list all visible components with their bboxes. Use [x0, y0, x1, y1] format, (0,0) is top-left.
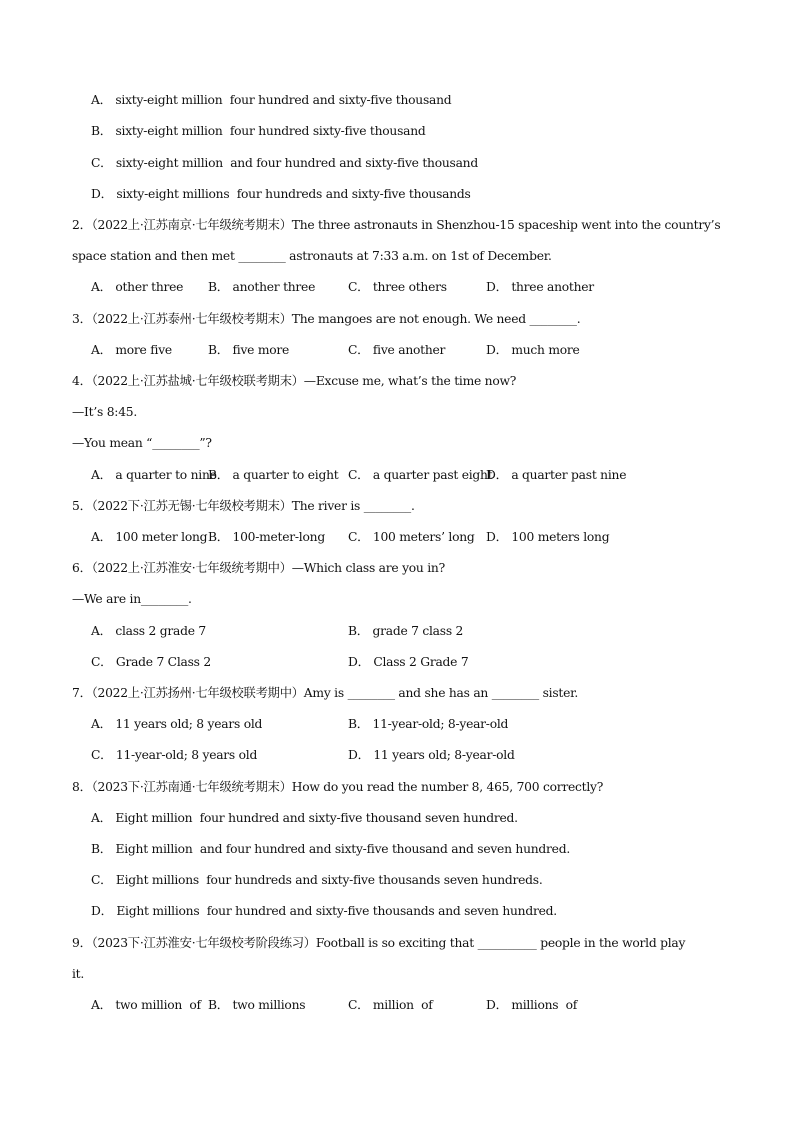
q3-option-b: B． five more — [208, 343, 290, 357]
q9-stem: 9．（2023下·江苏淮安·七年级校考阶段练习）Football is so exciting that __________ people in the world play — [72, 936, 686, 950]
q4-option-b: B． a quarter to eight — [208, 468, 339, 482]
q9-option-b: B． two millions — [208, 998, 306, 1012]
q7-option-b: B． 11-year-old; 8-year-old — [348, 717, 509, 731]
q2-option-a: A． other three — [91, 280, 184, 294]
q4-option-d: D． a quarter past nine — [486, 468, 627, 482]
q2-stem-continued: space station and then met ________ astronauts at 7:33 a.m. on 1st of December. — [72, 249, 552, 263]
q9-option-c: C． million of — [348, 998, 433, 1012]
q6-dialogue-line-2: —We are in________. — [72, 592, 192, 606]
q5-stem: 5．（2022下·江苏无锡·七年级校考期末）The river is ________. — [72, 499, 415, 513]
q4-stem: 4．（2022上·江苏盐城·七年级校联考期末）—Excuse me, what’s the time now? — [72, 374, 517, 388]
q6-option-d: D． Class 2 Grade 7 — [348, 655, 469, 669]
q6-option-a: A． class 2 grade 7 — [91, 624, 206, 638]
q2-option-d: D． three another — [486, 280, 594, 294]
q9-stem-continued: it. — [72, 967, 85, 981]
q9-option-a: A． two million of — [91, 998, 201, 1012]
q2-stem: 2．（2022上·江苏南京·七年级统考期末）The three astronauts in Shenzhou-15 spaceship went into the country’s — [72, 218, 721, 232]
q8-option-c: C． Eight millions four hundreds and sixty-five thousands seven hundreds. — [91, 873, 543, 887]
q4-option-c: C． a quarter past eight — [348, 468, 493, 482]
q7-stem: 7．（2022上·江苏扬州·七年级校联考期中）Amy is ________ and she has an ________ sister. — [72, 686, 579, 700]
q1-option-a: A． sixty-eight million four hundred and sixty-five thousand — [91, 93, 452, 107]
q8-option-b: B． Eight million and four hundred and sixty-five thousand and seven hundred. — [91, 842, 570, 856]
q8-option-a: A． Eight million four hundred and sixty-five thousand seven hundred. — [91, 811, 518, 825]
q5-option-b: B． 100-meter-long — [208, 530, 325, 544]
q2-option-b: B． another three — [208, 280, 316, 294]
q4-option-a: A． a quarter to nine — [91, 468, 217, 482]
q4-dialogue-line-2: —It’s 8:45. — [72, 405, 137, 419]
q3-option-a: A． more five — [91, 343, 172, 357]
q7-option-d: D． 11 years old; 8-year-old — [348, 748, 515, 762]
q5-option-c: C． 100 meters’ long — [348, 530, 475, 544]
q8-stem: 8．（2023下·江苏南通·七年级统考期末）How do you read the number 8, 465, 700 correctly? — [72, 780, 604, 794]
q3-option-c: C． five another — [348, 343, 446, 357]
q5-option-d: D． 100 meters long — [486, 530, 610, 544]
q1-option-b: B． sixty-eight million four hundred sixty-five thousand — [91, 124, 426, 138]
q3-option-d: D． much more — [486, 343, 580, 357]
q9-option-d: D． millions of — [486, 998, 578, 1012]
q6-option-c: C． Grade 7 Class 2 — [91, 655, 211, 669]
q3-stem: 3．（2022上·江苏泰州·七年级校考期末）The mangoes are not enough. We need ________. — [72, 312, 581, 326]
q1-option-d: D． sixty-eight millions four hundreds and sixty-five thousands — [91, 187, 471, 201]
q5-option-a: A． 100 meter long — [91, 530, 208, 544]
q4-dialogue-line-3: —You mean “________”? — [72, 436, 212, 450]
q8-option-d: D． Eight millions four hundred and sixty-five thousands and seven hundred. — [91, 904, 557, 918]
q6-stem: 6．（2022上·江苏淮安·七年级统考期中）—Which class are you in? — [72, 561, 445, 575]
q6-option-b: B． grade 7 class 2 — [348, 624, 464, 638]
q7-option-a: A． 11 years old; 8 years old — [91, 717, 263, 731]
q1-option-c: C． sixty-eight million and four hundred and sixty-five thousand — [91, 156, 478, 170]
q2-option-c: C． three others — [348, 280, 447, 294]
q7-option-c: C． 11-year-old; 8 years old — [91, 748, 258, 762]
